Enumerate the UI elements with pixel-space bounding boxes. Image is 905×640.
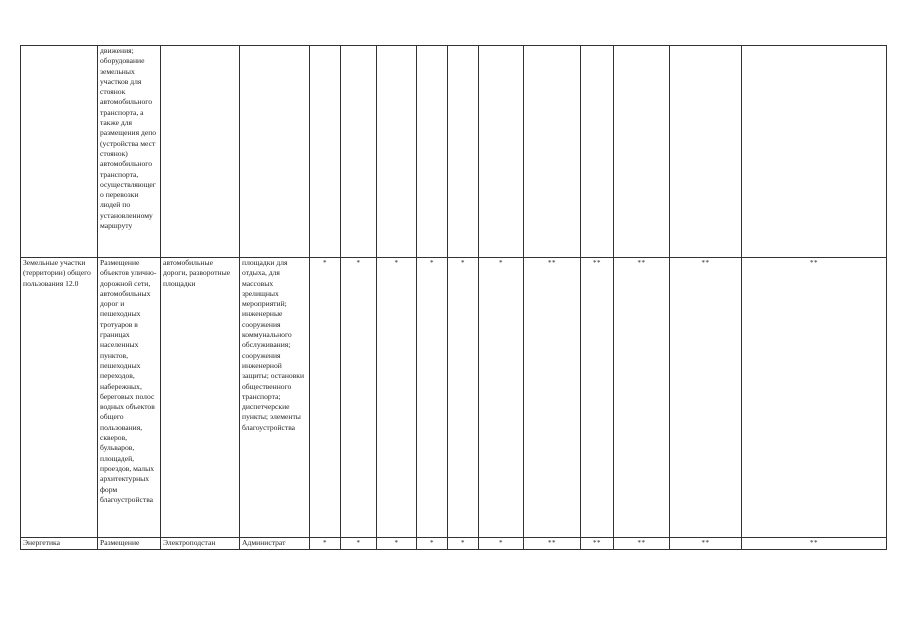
table-cell-col1: Земельные участки (территории) общего пользования 12.0 bbox=[21, 258, 98, 538]
table-cell-mark: * bbox=[377, 538, 417, 550]
table-cell-mark bbox=[742, 46, 887, 258]
table-cell-mark: * bbox=[479, 538, 524, 550]
table-cell-mark bbox=[417, 46, 448, 258]
table-cell-mark: ** bbox=[742, 258, 887, 538]
table-cell-mark: * bbox=[448, 538, 479, 550]
table-cell-mark bbox=[581, 46, 614, 258]
table-cell-col2: Размещение bbox=[98, 538, 161, 550]
table-cell-mark: * bbox=[479, 258, 524, 538]
table-cell-mark: ** bbox=[670, 538, 742, 550]
table-cell-col4: Администрат bbox=[240, 538, 310, 550]
table-cell-mark: * bbox=[341, 538, 377, 550]
table-cell-mark bbox=[448, 46, 479, 258]
table-cell-mark: ** bbox=[581, 258, 614, 538]
table-cell-mark bbox=[670, 46, 742, 258]
table-cell-col1 bbox=[21, 46, 98, 258]
document-page bbox=[20, 45, 886, 549]
table-cell-mark: ** bbox=[614, 258, 670, 538]
zoning-table bbox=[20, 45, 887, 550]
table-cell-mark: * bbox=[310, 538, 341, 550]
table-row bbox=[21, 258, 887, 538]
table-cell-col3: автомобильные дороги, разворотные площадки bbox=[161, 258, 240, 538]
table-cell-mark: * bbox=[341, 258, 377, 538]
table-cell-col3: Электроподстан bbox=[161, 538, 240, 550]
table-cell-mark: ** bbox=[742, 538, 887, 550]
table-cell-mark bbox=[479, 46, 524, 258]
table-cell-col3 bbox=[161, 46, 240, 258]
table-cell-mark bbox=[524, 46, 581, 258]
table-cell-mark bbox=[614, 46, 670, 258]
table-cell-mark: * bbox=[417, 258, 448, 538]
table-cell-col1: Энергетика bbox=[21, 538, 98, 550]
table-cell-col4: площадки для отдыха, для массовых зрелищных мероприятий; инженерные сооружения коммунального обслуживания; сооружения инженерной защиты; остановки общественного транспорта; диспетчерские пункты; элементы благоустройства bbox=[240, 258, 310, 538]
table-row bbox=[21, 46, 887, 258]
table-cell-mark: ** bbox=[614, 538, 670, 550]
table-cell-mark bbox=[341, 46, 377, 258]
table-cell-col2: Размещение объектов улично-дорожной сети, автомобильных дорог и пешеходных тротуаров в границах населенных пунктов, пешеходных переходов, набережных, береговых полос водных объектов общего пользования, скверов, бульваров, площадей, проездов, малых архитектурных форм благоустройства bbox=[98, 258, 161, 538]
table-cell-mark bbox=[377, 46, 417, 258]
table-cell-mark: * bbox=[417, 538, 448, 550]
table-cell-mark: * bbox=[448, 258, 479, 538]
table-cell-mark: * bbox=[310, 258, 341, 538]
table-cell-col2: движения; оборудование земельных участков для стоянок автомобильного транспорта, а также для размещения депо (устройства мест стоянок) автомобильного транспорта, осуществляющего перевозки людей по установленному маршруту bbox=[98, 46, 161, 258]
table-cell-mark: ** bbox=[524, 258, 581, 538]
table-cell-mark: ** bbox=[524, 538, 581, 550]
table-cell-col4 bbox=[240, 46, 310, 258]
table-cell-mark: ** bbox=[581, 538, 614, 550]
table-cell-mark: ** bbox=[670, 258, 742, 538]
table-row bbox=[21, 538, 887, 550]
table-cell-mark: * bbox=[377, 258, 417, 538]
table-cell-mark bbox=[310, 46, 341, 258]
